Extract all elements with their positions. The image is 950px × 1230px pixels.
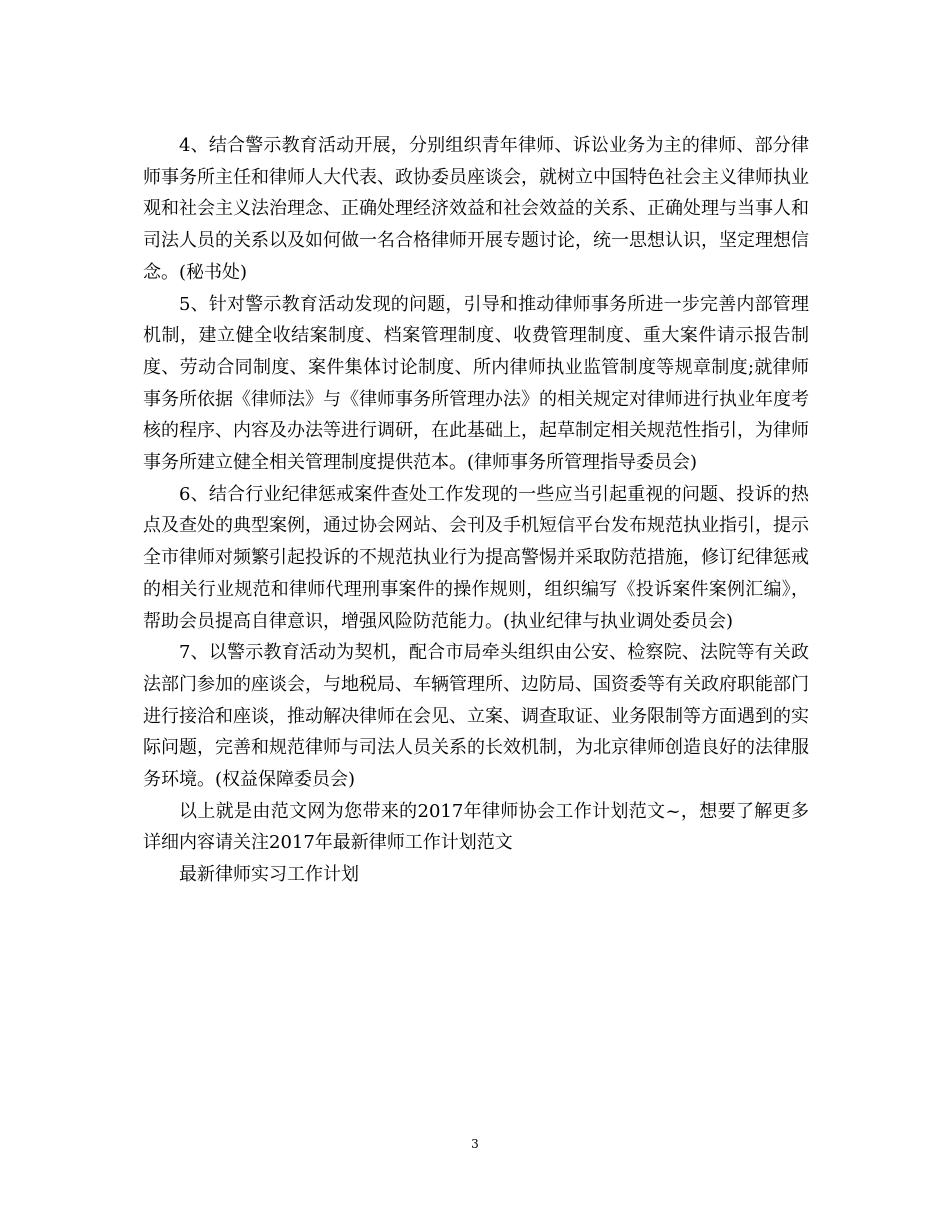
related-article-link[interactable]: 最新律师实习工作计划 (179, 864, 359, 886)
closing-paragraph: 以上就是由范文网为您带来的2017年律师协会工作计划范文~，想要了解更多详细内容请关注2017年最新律师工作计划范文 (143, 800, 809, 854)
document-body (143, 130, 809, 891)
paragraph-item-7: 7、以警示教育活动为契机，配合市局牵头组织由公安、检察院、法院等有关政法部门参加的座谈会，与地税局、车辆管理所、边防局、国资委等有关政府职能部门进行接洽和座谈，推动解决律师在会见、立案、调查取证、业务限制等方面遇到的实际问题，完善和规范律师与司法人员关系的长效机制，为北京律师创造良好的法律服务环境。(权益保障委员会) (143, 642, 809, 791)
paragraph-item-6: 6、结合行业纪律惩戒案件查处工作发现的一些应当引起重视的问题、投诉的热点及查处的典型案例，通过协会网站、会刊及手机短信平台发布规范执业指引，提示全市律师对频繁引起投诉的不规范执业行为提高警惕并采取防范措施，修订纪律惩戒的相关行业规范和律师代理刑事案件的操作规则，组织编写《投诉案件案例汇编》，帮助会员提高自律意识，增强风险防范能力。(执业纪律与执业调处委员会) (143, 483, 809, 632)
paragraph-item-4: 4、结合警示教育活动开展，分别组织青年律师、诉讼业务为主的律师、部分律师事务所主任和律师人大代表、政协委员座谈会，就树立中国特色社会主义律师执业观和社会主义法治理念、正确处理经济效益和社会效益的关系、正确处理与当事人和司法人员的关系以及如何做一名合格律师开展专题讨论，统一思想认识，坚定理想信念。(秘书处) (143, 135, 809, 283)
page-number: 3 (471, 1137, 479, 1151)
paragraph-item-5: 5、针对警示教育活动发现的问题，引导和推动律师事务所进一步完善内部管理机制，建立健全收结案制度、档案管理制度、收费管理制度、重大案件请示报告制度、劳动合同制度、案件集体讨论制度、所内律师执业监管制度等规章制度;就律师事务所依据《律师法》与《律师事务所管理办法》的相关规定对律师进行执业年度考核的程序、内容及办法等进行调研，在此基础上，起草制定相关规范性指引，为律师事务所建立健全相关管理制度提供范本。(律师事务所管理指导委员会) (143, 293, 809, 474)
